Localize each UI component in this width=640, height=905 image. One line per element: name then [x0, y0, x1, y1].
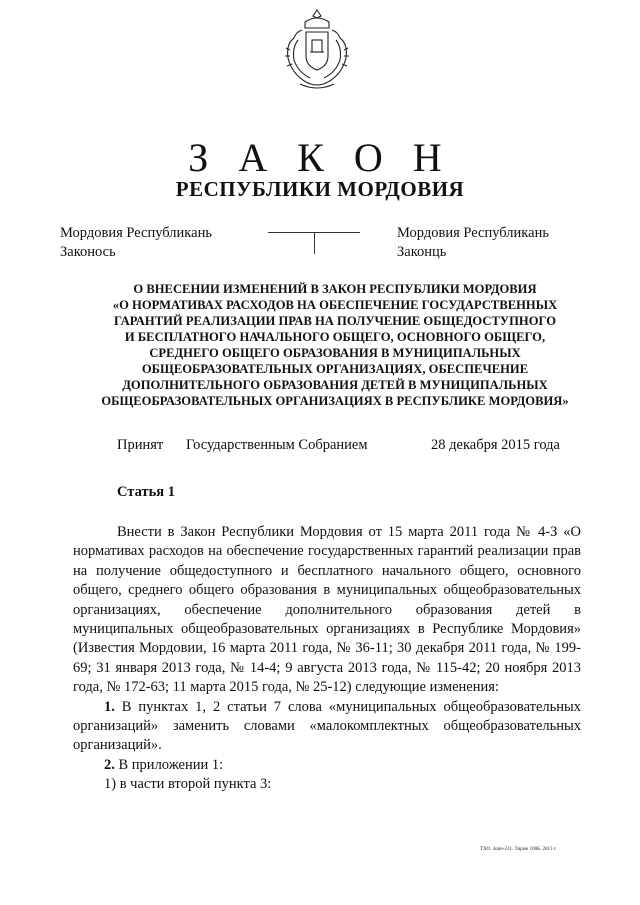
law-title-line: ОБЩЕОБРАЗОВАТЕЛЬНЫХ ОРГАНИЗАЦИЯХ В РЕСПУБЛИКЕ МОРДОВИЯ» — [101, 394, 569, 408]
adopted-label: Принят — [117, 437, 164, 453]
erzya-right-line-1: Мордовия Республикань — [397, 225, 549, 241]
header-divider-vertical — [314, 232, 315, 254]
law-title-line: СРЕДНЕГО ОБЩЕГО ОБРАЗОВАНИЯ В МУНИЦИПАЛЬНЫХ — [149, 346, 521, 360]
document-subtitle: РЕСПУБЛИКИ МОРДОВИЯ — [175, 177, 465, 201]
law-title-line: И БЕСПЛАТНОГО НАЧАЛЬНОГО ОБЩЕГО, ОСНОВНОГО ОБЩЕГО, — [124, 330, 546, 344]
article-heading: Статья 1 — [117, 484, 175, 500]
erzya-title-left — [60, 224, 212, 262]
law-title — [70, 281, 600, 409]
adopted-by: Государственным Собранием — [186, 437, 368, 453]
amendment-item-1 — [73, 698, 581, 756]
item-text: В пунктах 1, 2 статьи 7 слова «муниципальных общеобразовательных организаций» заменить словами «малокомплектных общеобразовательных организаций». — [73, 698, 581, 754]
erzya-title-right — [397, 224, 549, 262]
item-number: 2. — [104, 756, 115, 773]
law-title-line: «О НОРМАТИВАХ РАСХОДОВ НА ОБЕСПЕЧЕНИЕ ГОСУДАРСТВЕННЫХ — [112, 298, 558, 312]
law-title-line: ДОПОЛНИТЕЛЬНОГО ОБРАЗОВАНИЯ ДЕТЕЙ В МУНИЦИПАЛЬНЫХ — [122, 378, 548, 392]
law-title-line: О ВНЕСЕНИИ ИЗМЕНЕНИЙ В ЗАКОН РЕСПУБЛИКИ МОРДОВИЯ — [133, 282, 537, 296]
erzya-right-line-2: Законць — [397, 244, 447, 260]
article-intro-paragraph: Внести в Закон Республики Мордовия от 15 марта 2011 года № 4-З «О нормативах расходов на обеспечение государственных гарантий реализации прав на получение общедоступного и бесплатного начального общего, основного общего, среднего общего образования в муниципальных общеобразовательных организациях, обеспечение дополнительного образования детей в муниципальных общеобразовательных организациях в Республике Мордовия» (Известия Мордовии, 16 марта 2011 года, № 36-11; 30 декабря 2011 года, № 199-69; 31 января 2013 года, № 14-4; 9 августа 2013 года, № 115-42; 20 ноября 2013 года, № 172-63; 11 марта 2015 года, № 25-12) следующие изменения: — [73, 524, 581, 696]
article-body — [73, 523, 581, 795]
erzya-left-line-2: Законось — [60, 244, 116, 260]
erzya-left-line-1: Мордовия Республикань — [60, 225, 212, 241]
document-title: З А К О Н — [188, 135, 452, 180]
item-text: В приложении 1: — [114, 756, 224, 773]
coat-of-arms-icon — [272, 4, 362, 94]
adopted-date: 28 декабря 2015 года — [431, 437, 560, 453]
print-mark: ТХО. Зоин-231. Тираж 100Б. 2013 г. — [480, 847, 557, 852]
law-title-line: ОБЩЕОБРАЗОВАТЕЛЬНЫХ ОРГАНИЗАЦИЯХ, ОБЕСПЕЧЕНИЕ — [141, 362, 529, 376]
item-number: 1. — [104, 698, 115, 715]
amendment-item-2 — [73, 756, 581, 775]
amendment-subitem-1: 1) в части второй пункта 3: — [104, 776, 272, 793]
law-title-line: ГАРАНТИЙ РЕАЛИЗАЦИИ ПРАВ НА ПОЛУЧЕНИЕ ОБЩЕДОСТУПНОГО — [113, 314, 556, 328]
